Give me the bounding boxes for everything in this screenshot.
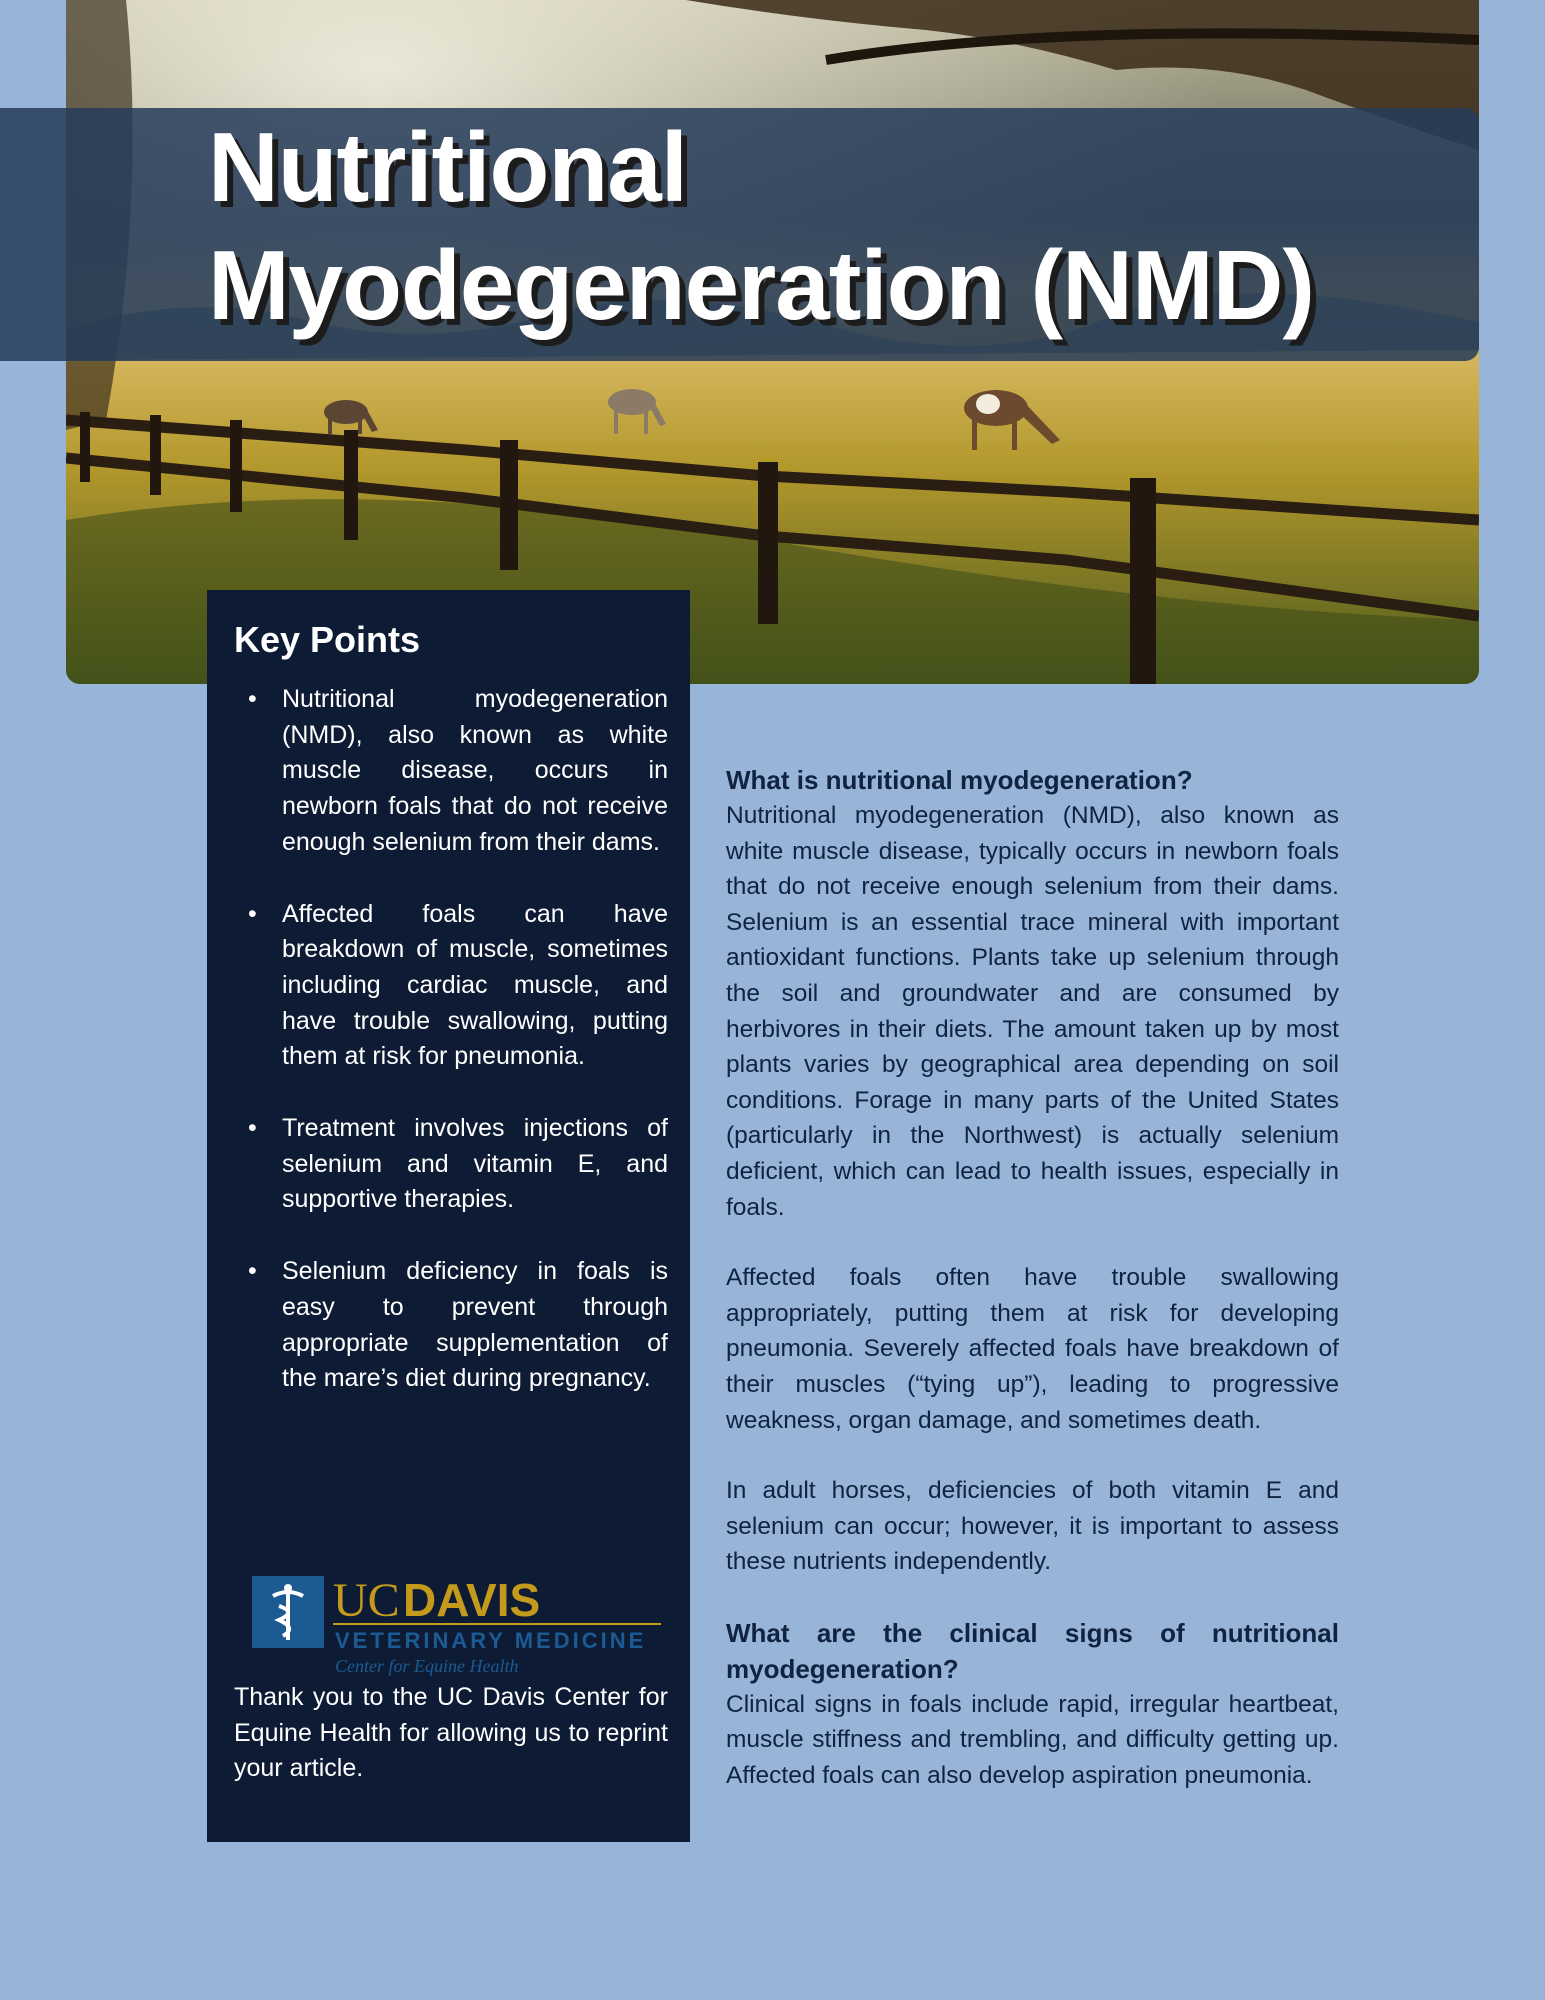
paragraph-definition: Nutritional myodegeneration (NMD), also known as white muscle disease, typically occurs in newborn foals that do not receive enough selenium from their dams. Selenium is an essential trace mineral with important antioxidant functions. Plants take up selenium through the soil and groundwater and are consumed by herbivores in their diets. The amount taken up by most plants varies by geographical area depending on soil conditions. Forage in many parts of the United States (particularly in the Northwest) is actually selenium deficient, which can lead to health issues, especially in foals. (726, 802, 1339, 1221)
ucdavis-vetmed-logo (243, 1566, 663, 1676)
key-point-item: • Selenium deficiency in foals is easy to prevent through appropriate supplementation of the mare’s diet during pregnancy. (234, 1254, 668, 1397)
key-point-item: • Nutritional myodegeneration (NMD), also known as white muscle disease, occurs in newborn foals that do not receive enough selenium from their dams. (234, 682, 668, 861)
article-body (726, 762, 1339, 1829)
title-line-2: Myodegeneration (NMD) (208, 230, 1314, 340)
key-points-box (207, 590, 690, 1842)
key-points-list (234, 682, 668, 1433)
page-title (208, 108, 1314, 344)
paragraph-clinical-signs: Clinical signs in foals include rapid, irregular heartbeat, muscle stiffness and trembling, and difficulty getting up. Affected foals can also develop aspiration pneumonia. (726, 1690, 1339, 1790)
logo-subtitle: VETERINARY MEDICINE (335, 1628, 647, 1653)
logo-uc: UC (333, 1574, 400, 1627)
key-point-item: • Affected foals can have breakdown of muscle, sometimes including cardiac muscle, and have trouble swallowing, putting them at risk for pneumonia. (234, 897, 668, 1076)
key-point-item: • Treatment involves injections of selenium and vitamin E, and supportive therapies. (234, 1111, 668, 1218)
paragraph-affected-foals: Affected foals often have trouble swallowing appropriately, putting them at risk for developing pneumonia. Severely affected foals have breakdown of their muscles (“tying up”), leading to progressive weakness, organ damage, and sometimes death. (726, 1264, 1339, 1434)
section-heading-clinical-signs: What are the clinical signs of nutritional myodegeneration? (726, 1617, 1339, 1684)
key-points-heading: Key Points (234, 619, 421, 660)
paragraph-adult-horses: In adult horses, deficiencies of both vitamin E and selenium can occur; however, it is important to assess these nutrients independently. (726, 1477, 1339, 1576)
logo-davis: DAVIS (403, 1574, 541, 1626)
logo-tagline: Center for Equine Health (335, 1656, 519, 1676)
section-heading-what-is: What is nutritional myodegeneration? (726, 765, 1193, 795)
thanks-note: Thank you to the UC Davis Center for Equine Health for allowing us to reprint your article. (234, 1683, 668, 1783)
title-line-1: Nutritional (208, 112, 687, 222)
